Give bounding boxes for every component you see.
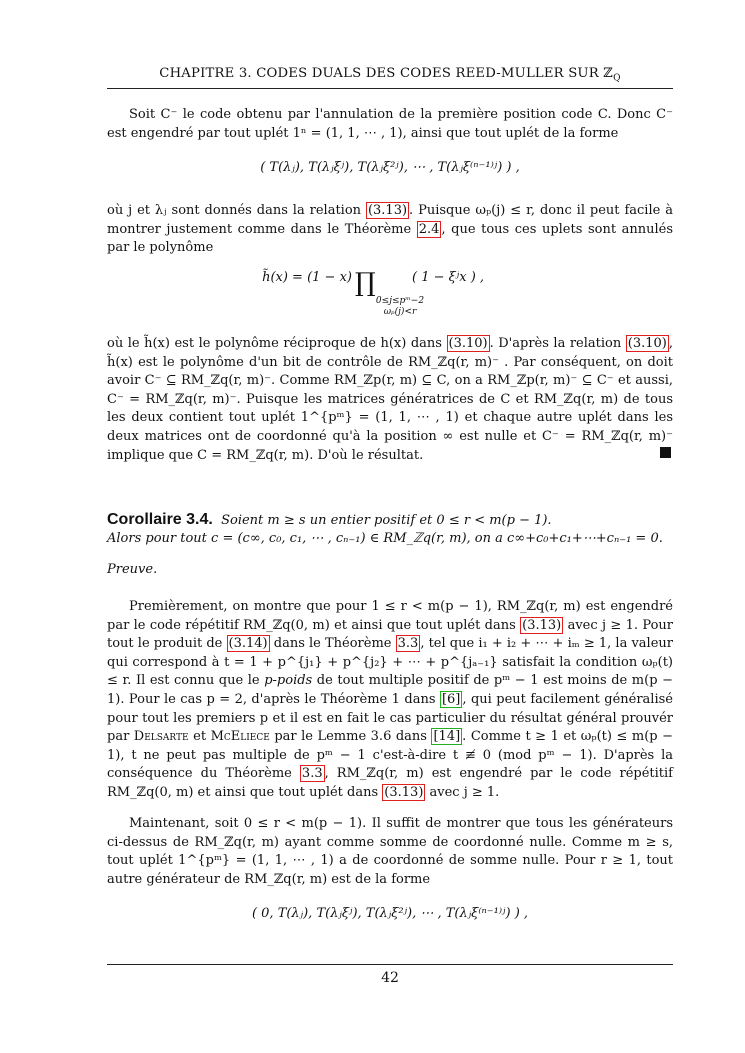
citation-link[interactable]: [6] [441,691,461,707]
equation-1: ( T(λⱼ), T(λⱼξʲ), T(λⱼξ²ʲ), ⋯ , T(λⱼξ⁽ⁿ⁻¹⁾ʲ) ) , [260,160,520,175]
eq2-subscript: 0≤j≤pᵐ−2 ωₚ(j)<r [375,296,425,317]
header-rule [107,88,673,89]
ref-link[interactable]: 2.4 [418,221,440,237]
eq2-rhs: ( 1 − ξʲx ) , [412,270,485,285]
qed-square-icon [660,447,671,458]
paragraph-4: Premièrement, on montre que pour 1 ≤ r < m(p − 1), RM_ℤq(r, m) est engendré par le code répétitif RM_ℤq(0, m) et ainsi que tout uplét dans (3.13) avec j ≥ 1. Pour tout le produit de (3.14) dans le Théorème 3.3 , tel que i₁ + i₂ + ⋯ + iₘ ≥ 1, la valeur qui correspond à t = 1 + p^{j₁} + p^{j₂} + ⋯ + p^{jₐ₋₁} satisfait la condition ωₚ(t) ≤ r. Il est connu que le p-poids de tout multiple positif de pᵐ − 1 est moins de m(p − 1). Pour le cas p = 2, d'après le Théorème 1 dans [6] , qui peut facilement généralisé pour tout les premiers p et il est en fait le cas particulier du résultat général prouvér par Delsarte et McEliece par le Lemme 3.6 dans [14] . Comme t ≥ 1 et ωₚ(t) ≤ m(p − 1), t ne peut pas multiple de pᵐ − 1 c'est-à-dire t ≢ 0 (mod pᵐ − 1). D'après la conséquence du Théorème 3.3 , RM_ℤq(r, m) est engendré par le code répétitif RM_ℤq(0, m) et ainsi que tout uplét dans (3.13) avec j ≥ 1. [107,599,673,800]
footer-rule [107,964,673,965]
paragraph-1: Soit C⁻ le code obtenu par l'annulation de la première position code C. Donc C⁻ est engendré par tout uplét 1ⁿ = (1, 1, ⋯ , 1), ainsi que tout uplét de la forme [107,107,673,141]
ref-link[interactable]: (3.13) [367,203,408,218]
ref-link[interactable]: (3.14) [228,636,268,652]
ref-link[interactable]: 3.3 [397,636,419,652]
running-header [107,66,673,84]
ref-link[interactable]: (3.13) [384,784,424,800]
paragraph-2: où j et λⱼ sont donnés dans la relation (3.13) . Puisque ωₚ(j) ≤ r, donc il peut facile à montrer justement comme dans le Théorème 2.4 , que tous ces uplets sont annulés par le polynôme [107,203,673,256]
corollary-line2: Alors pour tout c = (c∞, c₀, c₁, ⋯ , cₙ₋₁) ∈ RM_ℤq(r, m), on a c∞+c₀+c₁+⋯+cₙ₋₁ = 0. [107,531,663,546]
product-symbol: ∏ [355,268,376,298]
corollary-label: Corollaire 3.4. [107,511,213,528]
chapter-title: CHAPITRE 3. CODES DUALS DES CODES REED-MULLER SUR ℤ [159,66,614,81]
equation-3: ( 0, T(λⱼ), T(λⱼξʲ), T(λⱼξ²ʲ), ⋯ , T(λⱼξ⁽ⁿ⁻¹⁾ʲ) ) , [251,906,529,921]
ref-link[interactable]: (3.13) [522,617,562,633]
corollary-line1: Soient m ≥ s un entier positif et 0 ≤ r < m(p − 1). [221,513,552,528]
proof-label: Preuve. [107,562,158,577]
chapter-title-sub: Q [613,73,621,84]
paragraph-3: où le h̃(x) est le polynôme réciproque de h(x) dans (3.10) . D'après la relation (3.10) , h̃(x) est le polynôme d'un bit de contrôle de RM_ℤq(r, m)⁻ . Par conséquent, on doit avoir C⁻ ⊆ RM_ℤq(r, m)⁻. Comme RM_ℤp(r, m) ⊆ C, on a RM_ℤp(r, m)⁻ ⊆ C⁻ et aussi, C⁻ = RM_ℤq(r, m)⁻. Puisque les matrices génératrices de C et RM_ℤq(r, m) de tous les deux contient tout uplét 1^{pᵐ} = (1, 1, ⋯ , 1) et chaque autre uplét dans les deux matrices ont de coordonné qu'à la position ∞ est nulle et C⁻ = RM_ℤq(r, m)⁻ implique que C = RM_ℤq(r, m). D'où le résultat. [107,336,673,463]
corollary-heading [107,511,673,529]
eq2-lhs: h̃(x) = (1 − x) [262,270,352,285]
page-number: 42 [381,970,399,986]
ref-link[interactable]: (3.10) [448,336,488,351]
citation-link[interactable]: [14] [433,729,461,745]
ref-link[interactable]: 3.3 [301,766,323,782]
paragraph-5: Maintenant, soit 0 ≤ r < m(p − 1). Il suffit de montrer que tous les générateurs ci-dessus de RM_ℤq(r, m) ayant comme somme de coordonné nulle. Comme m ≥ s, tout uplét 1^{pᵐ} = (1, 1, ⋯ , 1) a de coordonné de somme nulle. Pour r ≥ 1, tout autre générateur de RM_ℤq(r, m) est de la forme [107,816,673,887]
ref-link[interactable]: (3.10) [627,336,667,351]
